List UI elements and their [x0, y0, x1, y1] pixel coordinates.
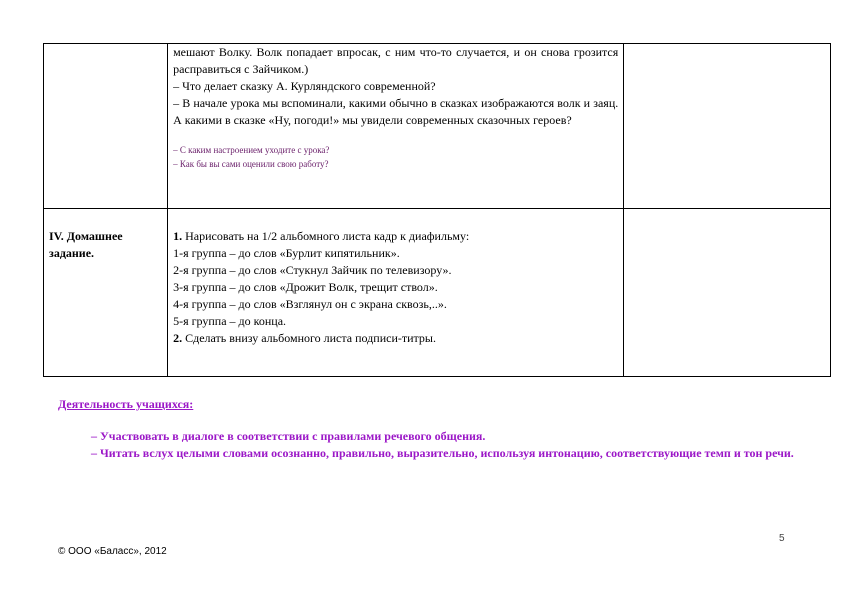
notes-cell [624, 44, 831, 209]
reflection-question: – С каким настроением уходите с урока? [173, 145, 330, 155]
paragraph: – В начале урока мы вспоминали, какими обычно в сказках изображаются волк и заяц. А какими в сказке «Ну, погоди!» мы увидели современных сказочных героев? [173, 96, 619, 127]
group-item: 3-я группа – до слов «Дрожит Волк, трещит ствол». [173, 280, 438, 294]
stage-title: IV. Домашнее задание. [49, 229, 123, 260]
group-item: 2-я группа – до слов «Стукнул Зайчик по телевизору». [173, 263, 452, 277]
lesson-table [43, 43, 831, 377]
group-item: 5-я группа – до конца. [173, 314, 287, 328]
notes-cell [624, 209, 831, 377]
student-activity [58, 396, 798, 462]
stage-cell [44, 209, 168, 377]
task-1 [173, 228, 618, 245]
paragraph: мешают Волку. Волк попадает впросак, с ним что-то случается, и он снова грозится расправиться с Зайчиком.) [173, 45, 619, 76]
task-number: 1. [173, 229, 183, 243]
task-text: Сделать внизу альбомного листа подписи-титры. [182, 331, 436, 345]
homework-text [168, 228, 623, 347]
page-number: 5 [779, 533, 785, 544]
group-item: 4-я группа – до слов «Взглянул он с экрана сквозь,..». [173, 297, 447, 311]
content-cell [168, 44, 624, 209]
task-number: 2. [173, 331, 183, 345]
activity-item: – Участвовать в диалоге в соответствии с правилами речевого общения. [91, 429, 486, 443]
lesson-text [168, 44, 623, 129]
task-text: Нарисовать на 1/2 альбомного листа кадр к диафильму: [182, 229, 470, 243]
content-cell [168, 209, 624, 377]
table-row [44, 44, 831, 209]
reflection-question: – Как бы вы сами оценили свою работу? [173, 159, 329, 169]
task-2 [173, 330, 618, 347]
copyright: © ООО «Баласс», 2012 [58, 546, 167, 557]
paragraph: – Что делает сказку А. Курляндского современной? [173, 79, 436, 93]
activity-title: Деятельность учащихся: [58, 397, 194, 411]
table-row [44, 209, 831, 377]
stage-cell [44, 44, 168, 209]
activity-item: – Читать вслух целыми словами осознанно, правильно, выразительно, используя интонацию, соответствующие темп и тон речи. [91, 446, 794, 460]
group-item: 1-я группа – до слов «Бурлит кипятильник». [173, 246, 400, 260]
